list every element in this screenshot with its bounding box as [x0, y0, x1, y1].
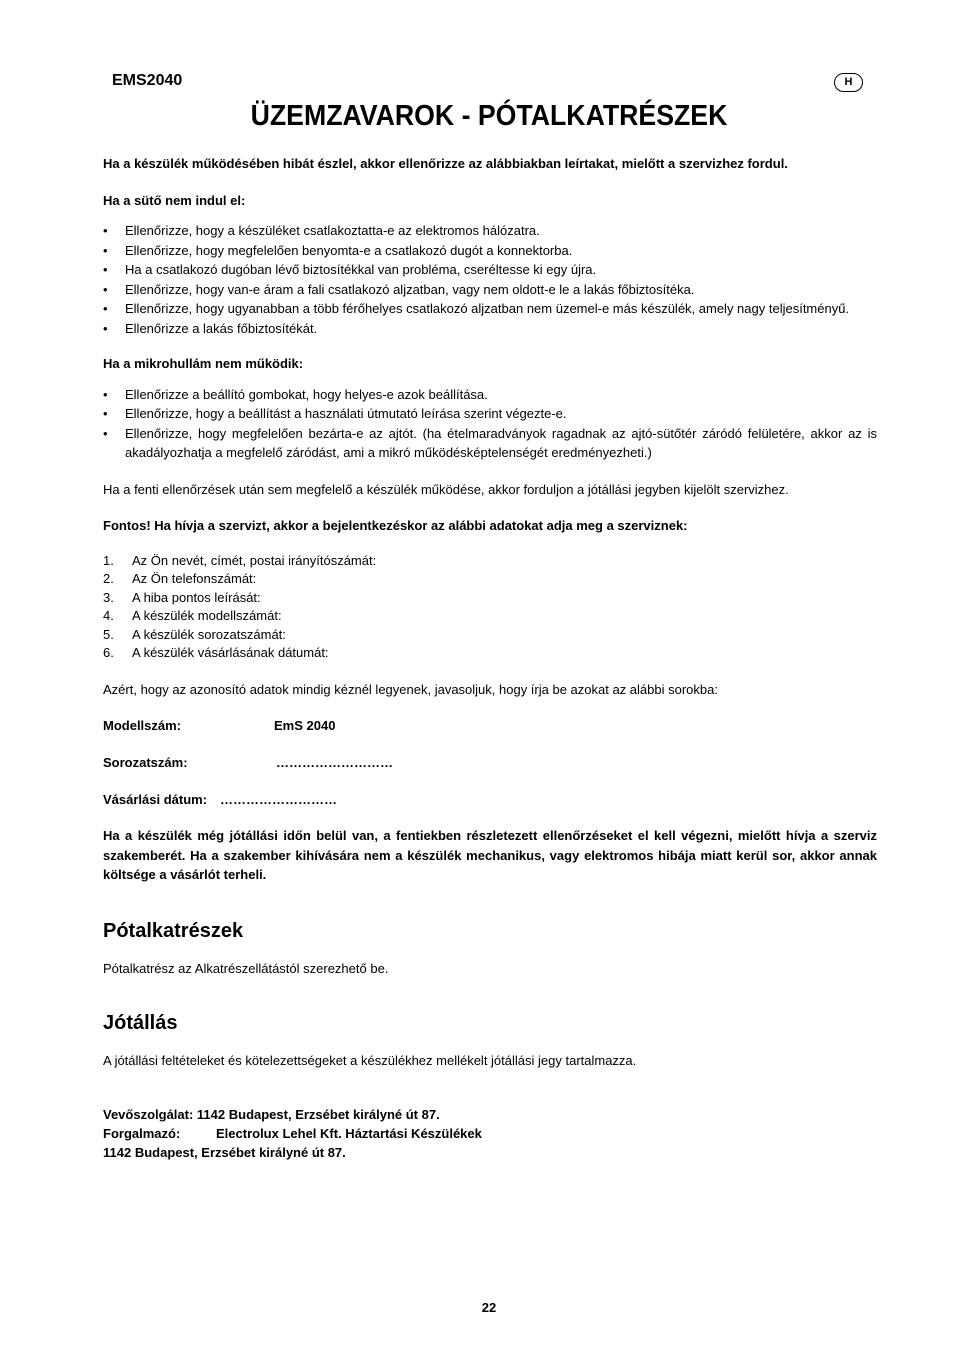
list-item: • Ellenőrizze, hogy a készüléket csatlakoztatta-e az elektromos hálózatra. — [103, 221, 877, 241]
page-title: ÜZEMZAVAROK - PÓTALKATRÉSZEK — [250, 100, 728, 132]
guarantee-heading: Jótállás — [103, 1011, 178, 1034]
field-label: Vásárlási dátum: — [103, 792, 208, 807]
model-code: EMS2040 — [112, 72, 183, 89]
list-item: • Ellenőrizze a lakás főbiztosítékát. — [103, 319, 877, 339]
list-item: • Ellenőrizze a beállító gombokat, hogy helyes-e azok beállítása. — [103, 385, 877, 405]
field-value: ……………………… — [276, 755, 393, 770]
list-item: • Ellenőrizze, hogy megfelelően benyomta-e a csatlakozó dugót a konnektorba. — [103, 241, 877, 261]
list-item: • Ha a csatlakozó dugóban lévő biztosítékkal van probléma, cseréltesse ki egy újra. — [103, 260, 877, 280]
field-label: Modellszám: — [103, 718, 182, 733]
after-checks-text: Ha a fenti ellenőrzések után sem megfelelő a készülék működése, akkor forduljon a jótállási jegyben kijelölt szervizhez. — [103, 481, 789, 497]
intro-text: Ha a készülék működésében hibát észlel, akkor ellenőrizze az alábbiakban leírtakat, mielőtt a szervizhez fordul. — [103, 156, 788, 171]
oven-checklist — [103, 221, 877, 338]
list-item: 3. A hiba pontos leírását: — [103, 589, 261, 605]
important-text: Fontos! Ha hívja a szervizt, akkor a bejelentkezéskor az alábbi adatokat adja meg a szerviznek: — [103, 518, 688, 533]
list-item: • Ellenőrizze, hogy a beállítást a használati útmutató leírása szerint végezte-e. — [103, 404, 877, 424]
microwave-checklist — [103, 385, 877, 463]
list-item: • Ellenőrizze, hogy megfelelően bezárta-e az ajtót. (ha ételmaradványok ragadnak az ajtó-sütőtér záródó felületére, akkor az is akadályozhatja a megfelelő záródást, ami a mikró működésképtelenségét eredményezheti.) — [103, 424, 877, 463]
list-item: 2. Az Ön telefonszámát: — [103, 571, 257, 586]
list-item: 4. A készülék modellszámát: — [103, 608, 282, 623]
language-badge: H — [834, 73, 863, 92]
serial-number-field — [103, 753, 877, 772]
field-label: Sorozatszám: — [103, 755, 188, 770]
list-item: • Ellenőrizze, hogy van-e áram a fali csatlakozó aljzatban, vagy nem oldott-e le a lakás főbiztosítéka. — [103, 280, 877, 300]
required-data-list — [103, 552, 877, 663]
distributor-address-line: 1142 Budapest, Erzsébet királyné út 87. — [103, 1144, 346, 1160]
field-value: ……………………… — [220, 792, 337, 807]
distributor-label: Forgalmazó: — [103, 1125, 181, 1141]
field-value: EmS 2040 — [274, 718, 336, 733]
distributor-line — [103, 1124, 877, 1143]
guarantee-text: A jótállási feltételeket és kötelezettségeket a készülékhez mellékelt jótállási jegy tartalmazza. — [103, 1053, 637, 1068]
list-item: 6. A készülék vásárlásának dátumát: — [103, 645, 329, 660]
page-number: 22 — [481, 1300, 497, 1315]
model-number-field — [103, 716, 877, 735]
customer-service-line: Vevőszolgálat: 1142 Budapest, Erzsébet királyné út 87. — [103, 1106, 440, 1122]
spare-parts-text: Pótalkatrész az Alkatrészellátástól szerezhető be. — [103, 961, 389, 976]
spare-parts-heading: Pótalkatrészek — [103, 919, 244, 942]
distributor-value: Electrolux Lehel Kft. Háztartási Készülékek — [216, 1125, 482, 1141]
page-content — [103, 154, 877, 1162]
purchase-date-field — [103, 790, 877, 809]
warranty-warning-text: Ha a készülék még jótállási időn belül van, a fentiekben részletezett ellenőrzéseket el kell végezni, mielőtt hívja a szerviz szakemberét. Ha a szakember kihívására nem a készülék mechanikus, vagy elektromos hibája miatt kerül sor, akkor annak költsége a vásárlót terheli. — [103, 828, 877, 882]
list-item: 1. Az Ön nevét, címét, postai irányítószámát: — [103, 552, 377, 568]
list-item: • Ellenőrizze, hogy ugyanabban a több férőhelyes csatlakozó aljzatban nem üzemel-e más készülék, amely nagy teljesítményű. — [103, 299, 877, 319]
keep-note-text: Azért, hogy az azonosító adatok mindig kéznél legyenek, javasoljuk, hogy írja be azokat az alábbi sorokba: — [103, 681, 718, 697]
list-item: 5. A készülék sorozatszámát: — [103, 626, 286, 642]
microwave-heading: Ha a mikrohullám nem működik: — [103, 356, 304, 371]
oven-heading: Ha a sütő nem indul el: — [103, 192, 246, 208]
